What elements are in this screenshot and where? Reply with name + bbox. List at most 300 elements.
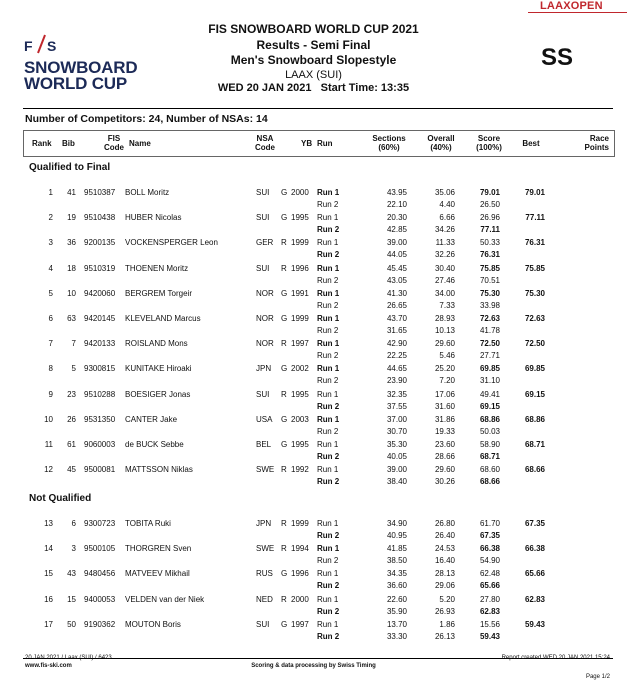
athlete-rank: 8 bbox=[48, 364, 53, 373]
run-overall: 29.06 bbox=[434, 581, 455, 590]
run-sections: 34.90 bbox=[386, 519, 407, 528]
athlete-nsa: RUS bbox=[256, 569, 273, 578]
run-label: Run 1 bbox=[317, 238, 339, 247]
athlete-bib: 41 bbox=[67, 188, 76, 197]
athlete-birth-year: 1997 bbox=[291, 620, 309, 629]
athlete-birth-year: 1996 bbox=[291, 264, 309, 273]
run-overall: 4.40 bbox=[439, 200, 455, 209]
athlete-birth-year: 1999 bbox=[291, 238, 309, 247]
athlete-nsa: NED bbox=[256, 595, 273, 604]
section-title: Qualified to Final bbox=[29, 162, 111, 173]
athlete-best: 79.01 bbox=[524, 188, 545, 197]
col-nsa-code: NSA Code bbox=[255, 134, 275, 152]
athlete-name: KLEVELAND Marcus bbox=[125, 314, 201, 323]
athlete-best: 75.85 bbox=[524, 264, 545, 273]
start-time: Start Time: 13:35 bbox=[320, 82, 410, 94]
athlete-bib: 61 bbox=[67, 440, 76, 449]
athlete-name: CANTER Jake bbox=[125, 415, 178, 424]
athlete-fis-code: 9480456 bbox=[84, 569, 116, 578]
run-sections: 43.95 bbox=[386, 188, 407, 197]
run-score: 41.78 bbox=[479, 326, 500, 335]
run-score: 68.86 bbox=[479, 415, 500, 424]
athlete-fis-code: 9420133 bbox=[84, 339, 116, 348]
run-overall: 5.46 bbox=[439, 351, 455, 360]
run-overall: 26.13 bbox=[434, 632, 455, 641]
run-label: Run 2 bbox=[317, 326, 339, 335]
column-header bbox=[23, 130, 615, 157]
athlete-nsa: GER bbox=[256, 238, 274, 247]
run-label: Run 2 bbox=[317, 632, 340, 641]
athlete-birth-year: 1999 bbox=[291, 314, 309, 323]
athlete-birth-year: 1995 bbox=[291, 440, 309, 449]
run-score: 27.80 bbox=[479, 595, 500, 604]
athlete-birth-year: 1991 bbox=[291, 289, 309, 298]
svg-text:F: F bbox=[24, 38, 33, 54]
run-sections: 40.95 bbox=[386, 531, 407, 540]
run-sections: 33.30 bbox=[386, 632, 407, 641]
athlete-best: 65.66 bbox=[524, 569, 545, 578]
athlete-best: 76.31 bbox=[524, 238, 545, 247]
run-sections: 30.70 bbox=[386, 427, 407, 436]
athlete-rank: 11 bbox=[44, 440, 53, 449]
athlete-name: KUNITAKE Hiroaki bbox=[125, 364, 192, 373]
athlete-best: 69.15 bbox=[524, 390, 545, 399]
athlete-nsa: NOR bbox=[256, 289, 274, 298]
athlete-bib: 23 bbox=[67, 390, 76, 399]
athlete-name: MATTSSON Niklas bbox=[125, 465, 193, 474]
athlete-rank: 15 bbox=[44, 569, 53, 578]
athlete-birth-year: 1995 bbox=[291, 390, 309, 399]
run-overall: 28.93 bbox=[434, 314, 455, 323]
event-name: Men's Snowboard Slopestyle bbox=[230, 53, 397, 67]
fis-website-link[interactable]: www.fis-ski.com bbox=[25, 663, 72, 669]
run-label: Run 1 bbox=[317, 390, 339, 399]
athlete-best: 66.38 bbox=[524, 544, 545, 553]
athlete-rank: 14 bbox=[44, 544, 53, 553]
run-score: 50.33 bbox=[479, 238, 500, 247]
athlete-flag: R bbox=[281, 339, 287, 348]
run-score: 68.66 bbox=[479, 477, 500, 486]
run-label: Run 1 bbox=[317, 188, 340, 197]
run-overall: 6.66 bbox=[439, 213, 455, 222]
athlete-flag: R bbox=[281, 519, 287, 528]
athlete-nsa: SUI bbox=[256, 620, 270, 629]
run-label: Run 2 bbox=[317, 376, 339, 385]
run-sections: 34.35 bbox=[386, 569, 407, 578]
col-fis-code: FIS Code bbox=[104, 134, 124, 152]
athlete-birth-year: 1999 bbox=[291, 519, 309, 528]
run-label: Run 1 bbox=[317, 213, 339, 222]
run-label: Run 1 bbox=[317, 544, 340, 553]
run-sections: 22.10 bbox=[386, 200, 407, 209]
athlete-flag: R bbox=[281, 595, 287, 604]
athlete-rank: 7 bbox=[48, 339, 53, 348]
results-subtitle: Results - Semi Final bbox=[256, 38, 371, 52]
athlete-bib: 26 bbox=[67, 415, 76, 424]
run-overall: 29.60 bbox=[434, 465, 455, 474]
run-sections: 42.85 bbox=[386, 225, 407, 234]
run-overall: 11.33 bbox=[435, 238, 455, 247]
run-sections: 37.00 bbox=[386, 415, 407, 424]
run-overall: 24.53 bbox=[434, 544, 455, 553]
run-label: Run 1 bbox=[317, 264, 340, 273]
run-sections: 38.50 bbox=[386, 556, 407, 565]
run-overall: 23.60 bbox=[434, 440, 455, 449]
athlete-fis-code: 9060003 bbox=[84, 440, 116, 449]
athlete-best: 77.11 bbox=[525, 213, 545, 222]
run-score: 26.50 bbox=[479, 200, 500, 209]
athlete-nsa: JPN bbox=[256, 519, 272, 528]
col-rank: Rank bbox=[32, 139, 52, 148]
run-sections: 26.65 bbox=[386, 301, 407, 310]
run-label: Run 1 bbox=[317, 364, 340, 373]
run-overall: 26.40 bbox=[434, 531, 455, 540]
run-label: Run 1 bbox=[317, 440, 339, 449]
svg-text:S: S bbox=[47, 38, 57, 54]
run-label: Run 1 bbox=[317, 465, 339, 474]
run-score: 26.96 bbox=[479, 213, 500, 222]
run-overall: 7.20 bbox=[439, 376, 455, 385]
run-score: 65.66 bbox=[479, 581, 500, 590]
athlete-flag: G bbox=[281, 289, 288, 298]
athlete-name: BOLL Moritz bbox=[125, 188, 170, 197]
run-score: 76.31 bbox=[479, 250, 500, 259]
run-sections: 36.60 bbox=[386, 581, 407, 590]
athlete-name: HUBER Nicolas bbox=[125, 213, 182, 222]
athlete-fis-code: 9300815 bbox=[84, 364, 116, 373]
athlete-flag: G bbox=[281, 314, 288, 323]
run-score: 68.71 bbox=[479, 452, 500, 461]
athlete-name: THORGREN Sven bbox=[125, 544, 192, 553]
world-cup-logo-text: WORLD CUP bbox=[24, 74, 128, 93]
run-score: 68.60 bbox=[479, 465, 500, 474]
athlete-best: 62.83 bbox=[524, 595, 545, 604]
athlete-birth-year: 1996 bbox=[291, 569, 309, 578]
athlete-bib: 6 bbox=[71, 519, 76, 528]
athlete-rank: 10 bbox=[44, 415, 53, 424]
run-overall: 27.46 bbox=[434, 276, 455, 285]
athlete-birth-year: 2003 bbox=[291, 415, 309, 424]
snowboard-logo-text: SNOWBOARD bbox=[24, 58, 138, 77]
run-overall: 7.33 bbox=[439, 301, 455, 310]
run-label: Run 2 bbox=[317, 402, 340, 411]
run-sections: 32.35 bbox=[386, 390, 407, 399]
timing-credit: Scoring & data processing by Swiss Timing bbox=[251, 663, 376, 669]
run-sections: 13.70 bbox=[386, 620, 407, 629]
athlete-nsa: SWE bbox=[256, 544, 275, 553]
run-score: 72.50 bbox=[479, 339, 500, 348]
run-label: Run 2 bbox=[317, 427, 339, 436]
athlete-best: 59.43 bbox=[524, 620, 545, 629]
run-sections: 31.65 bbox=[386, 326, 407, 335]
date-start-time bbox=[0, 82, 627, 94]
run-sections: 45.45 bbox=[386, 264, 407, 273]
run-score: 75.30 bbox=[479, 289, 500, 298]
run-score: 15.56 bbox=[479, 620, 500, 629]
athlete-flag: R bbox=[281, 390, 287, 399]
athlete-rank: 13 bbox=[44, 519, 53, 528]
athlete-bib: 5 bbox=[71, 364, 76, 373]
athlete-name: MOUTON Boris bbox=[125, 620, 181, 629]
run-overall: 1.86 bbox=[439, 620, 455, 629]
athlete-bib: 63 bbox=[67, 314, 76, 323]
discipline-code: SS bbox=[541, 44, 574, 71]
run-sections: 43.70 bbox=[386, 314, 407, 323]
run-label: Run 1 bbox=[317, 415, 340, 424]
athlete-fis-code: 9200135 bbox=[84, 238, 116, 247]
athlete-name: BERGREM Torgeir bbox=[125, 289, 192, 298]
run-score: 33.98 bbox=[479, 301, 500, 310]
run-sections: 39.00 bbox=[386, 465, 407, 474]
athlete-fis-code: 9510438 bbox=[84, 213, 116, 222]
run-score: 50.03 bbox=[479, 427, 500, 436]
athlete-fis-code: 9400053 bbox=[84, 595, 116, 604]
athlete-rank: 12 bbox=[44, 465, 53, 474]
athlete-rank: 16 bbox=[44, 595, 53, 604]
athlete-nsa: NOR bbox=[256, 339, 274, 348]
run-label: Run 2 bbox=[317, 452, 340, 461]
athlete-birth-year: 2000 bbox=[291, 595, 309, 604]
col-race-points: Race Points bbox=[584, 134, 609, 152]
athlete-bib: 45 bbox=[67, 465, 76, 474]
athlete-best: 72.63 bbox=[524, 314, 545, 323]
run-sections: 44.05 bbox=[386, 250, 407, 259]
athlete-best: 68.86 bbox=[524, 415, 545, 424]
col-score: Score (100%) bbox=[476, 134, 502, 152]
col-run: Run bbox=[317, 139, 333, 148]
run-sections: 39.00 bbox=[386, 238, 407, 247]
run-overall: 28.13 bbox=[434, 569, 455, 578]
athlete-fis-code: 9500081 bbox=[84, 465, 116, 474]
col-best: Best bbox=[522, 139, 540, 148]
col-yb: YB bbox=[301, 139, 313, 148]
run-label: Run 1 bbox=[317, 620, 339, 629]
athlete-best: 69.85 bbox=[524, 364, 545, 373]
athlete-flag: G bbox=[281, 440, 288, 449]
run-label: Run 1 bbox=[317, 289, 340, 298]
athlete-fis-code: 9510387 bbox=[84, 188, 116, 197]
athlete-rank: 6 bbox=[48, 314, 53, 323]
run-label: Run 1 bbox=[317, 569, 339, 578]
athlete-nsa: SUI bbox=[256, 213, 270, 222]
athlete-nsa: BEL bbox=[256, 440, 272, 449]
run-overall: 35.06 bbox=[434, 188, 455, 197]
run-sections: 35.30 bbox=[386, 440, 407, 449]
run-overall: 26.93 bbox=[434, 607, 455, 616]
run-label: Run 1 bbox=[317, 339, 340, 348]
run-score: 70.51 bbox=[479, 276, 500, 285]
run-sections: 22.25 bbox=[386, 351, 407, 360]
athlete-flag: G bbox=[281, 188, 288, 197]
athlete-name: MATVEEV Mikhail bbox=[125, 569, 190, 578]
athlete-rank: 9 bbox=[48, 390, 53, 399]
athlete-name: BOESIGER Jonas bbox=[125, 390, 191, 399]
run-overall: 26.80 bbox=[434, 519, 455, 528]
athlete-flag: R bbox=[281, 264, 287, 273]
athlete-flag: G bbox=[281, 415, 288, 424]
run-label: Run 2 bbox=[317, 607, 340, 616]
athlete-rank: 17 bbox=[44, 620, 53, 629]
run-score: 66.38 bbox=[479, 544, 500, 553]
run-label: Run 2 bbox=[317, 301, 339, 310]
athlete-flag: G bbox=[281, 213, 288, 222]
run-overall: 17.06 bbox=[434, 390, 455, 399]
athlete-bib: 18 bbox=[67, 264, 76, 273]
run-score: 62.83 bbox=[479, 607, 500, 616]
run-label: Run 2 bbox=[317, 250, 340, 259]
run-score: 62.48 bbox=[479, 569, 500, 578]
athlete-name: THOENEN Moritz bbox=[125, 264, 189, 273]
athlete-nsa: SUI bbox=[256, 188, 270, 197]
col-bib: Bib bbox=[62, 139, 75, 148]
athlete-bib: 15 bbox=[67, 595, 76, 604]
run-label: Run 1 bbox=[317, 595, 339, 604]
run-overall: 30.26 bbox=[434, 477, 455, 486]
athlete-flag: R bbox=[281, 465, 287, 474]
athlete-fis-code: 9510288 bbox=[84, 390, 116, 399]
run-score: 58.90 bbox=[479, 440, 500, 449]
run-score: 69.85 bbox=[479, 364, 500, 373]
athlete-name: ROISLAND Mons bbox=[125, 339, 188, 348]
run-score: 69.15 bbox=[479, 402, 500, 411]
run-overall: 34.00 bbox=[434, 289, 455, 298]
run-sections: 40.05 bbox=[386, 452, 407, 461]
run-overall: 31.86 bbox=[434, 415, 455, 424]
run-overall: 16.40 bbox=[434, 556, 455, 565]
athlete-fis-code: 9300723 bbox=[84, 519, 116, 528]
venue: LAAX (SUI) bbox=[285, 69, 342, 81]
section-title: Not Qualified bbox=[29, 493, 92, 504]
athlete-flag: G bbox=[281, 569, 288, 578]
run-sections: 22.60 bbox=[386, 595, 407, 604]
athlete-birth-year: 1992 bbox=[291, 465, 309, 474]
run-label: Run 1 bbox=[317, 519, 339, 528]
run-overall: 34.26 bbox=[434, 225, 455, 234]
athlete-name: TOBITA Ruki bbox=[125, 519, 171, 528]
athlete-fis-code: 9190362 bbox=[84, 620, 116, 629]
run-label: Run 2 bbox=[317, 556, 339, 565]
run-score: 72.63 bbox=[479, 314, 500, 323]
run-overall: 29.60 bbox=[434, 339, 455, 348]
athlete-rank: 5 bbox=[48, 289, 53, 298]
col-overall: Overall (40%) bbox=[427, 134, 455, 152]
athlete-bib: 19 bbox=[67, 213, 76, 222]
run-sections: 44.65 bbox=[386, 364, 407, 373]
run-overall: 32.26 bbox=[434, 250, 455, 259]
athlete-rank: 1 bbox=[48, 188, 53, 197]
event-date: WED 20 JAN 2021 bbox=[217, 82, 312, 94]
athlete-birth-year: 2002 bbox=[291, 364, 309, 373]
run-label: Run 2 bbox=[317, 581, 340, 590]
athlete-birth-year: 2000 bbox=[291, 188, 309, 197]
run-label: Run 2 bbox=[317, 477, 340, 486]
competitor-summary: Number of Competitors: 24, Number of NSAs: 14 bbox=[25, 113, 268, 125]
athlete-bib: 36 bbox=[67, 238, 76, 247]
athlete-rank: 4 bbox=[48, 264, 53, 273]
athlete-birth-year: 1995 bbox=[291, 213, 309, 222]
athlete-fis-code: 9510319 bbox=[84, 264, 116, 273]
athlete-nsa: NOR bbox=[256, 314, 274, 323]
athlete-fis-code: 9500105 bbox=[84, 544, 116, 553]
athlete-rank: 3 bbox=[48, 238, 53, 247]
athlete-best: 68.71 bbox=[524, 440, 545, 449]
run-label: Run 2 bbox=[317, 225, 340, 234]
athlete-nsa: USA bbox=[256, 415, 273, 424]
run-label: Run 2 bbox=[317, 200, 339, 209]
run-label: Run 2 bbox=[317, 276, 339, 285]
run-sections: 41.30 bbox=[386, 289, 407, 298]
athlete-fis-code: 9420145 bbox=[84, 314, 116, 323]
page-number: Page 1/2 bbox=[585, 674, 610, 680]
run-sections: 35.90 bbox=[386, 607, 407, 616]
run-sections: 42.90 bbox=[386, 339, 407, 348]
run-label: Run 2 bbox=[317, 351, 339, 360]
run-overall: 31.60 bbox=[434, 402, 455, 411]
athlete-flag: G bbox=[281, 364, 288, 373]
run-score: 75.85 bbox=[479, 264, 500, 273]
run-sections: 20.30 bbox=[386, 213, 407, 222]
athlete-best: 68.66 bbox=[524, 465, 545, 474]
athlete-bib: 43 bbox=[67, 569, 76, 578]
run-score: 27.71 bbox=[479, 351, 500, 360]
run-label: Run 1 bbox=[317, 314, 340, 323]
run-score: 49.41 bbox=[479, 390, 500, 399]
athlete-flag: R bbox=[281, 238, 287, 247]
athlete-flag: G bbox=[281, 620, 288, 629]
report-created: Report created WED 20 JAN 2021 15:24 bbox=[501, 655, 610, 661]
run-overall: 10.13 bbox=[434, 326, 455, 335]
run-sections: 41.85 bbox=[386, 544, 407, 553]
run-sections: 43.05 bbox=[386, 276, 407, 285]
athlete-fis-code: 9420060 bbox=[84, 289, 116, 298]
run-score: 54.90 bbox=[479, 556, 500, 565]
athlete-bib: 7 bbox=[71, 339, 76, 348]
athlete-best: 67.35 bbox=[524, 519, 545, 528]
footer-race-info: 20 JAN 2021 / Laax (SUI) / 6423 bbox=[25, 655, 112, 661]
run-label: Run 2 bbox=[317, 531, 340, 540]
run-sections: 37.55 bbox=[386, 402, 407, 411]
laax-logo-underline bbox=[528, 12, 627, 13]
run-overall: 19.33 bbox=[434, 427, 455, 436]
athlete-birth-year: 1997 bbox=[291, 339, 309, 348]
athlete-name: de BUCK Sebbe bbox=[125, 440, 184, 449]
header-divider bbox=[23, 108, 613, 109]
athlete-fis-code: 9531350 bbox=[84, 415, 116, 424]
athlete-nsa: SUI bbox=[256, 264, 270, 273]
athlete-nsa: SUI bbox=[256, 390, 270, 399]
col-sections: Sections (60%) bbox=[372, 134, 406, 152]
run-score: 59.43 bbox=[479, 632, 500, 641]
athlete-bib: 3 bbox=[71, 544, 76, 553]
run-score: 67.35 bbox=[479, 531, 500, 540]
athlete-birth-year: 1994 bbox=[291, 544, 309, 553]
run-sections: 23.90 bbox=[386, 376, 407, 385]
col-name: Name bbox=[129, 139, 151, 148]
athlete-rank: 2 bbox=[48, 213, 53, 222]
run-score: 77.11 bbox=[480, 225, 500, 234]
run-score: 31.10 bbox=[479, 376, 500, 385]
run-overall: 30.40 bbox=[434, 264, 455, 273]
athlete-bib: 50 bbox=[67, 620, 76, 629]
run-overall: 5.20 bbox=[439, 595, 455, 604]
athlete-name: VELDEN van der Niek bbox=[125, 595, 205, 604]
athlete-best: 72.50 bbox=[524, 339, 545, 348]
run-overall: 28.66 bbox=[434, 452, 455, 461]
athlete-best: 75.30 bbox=[524, 289, 545, 298]
run-score: 61.70 bbox=[479, 519, 500, 528]
athlete-nsa: JPN bbox=[256, 364, 272, 373]
athlete-bib: 10 bbox=[67, 289, 76, 298]
